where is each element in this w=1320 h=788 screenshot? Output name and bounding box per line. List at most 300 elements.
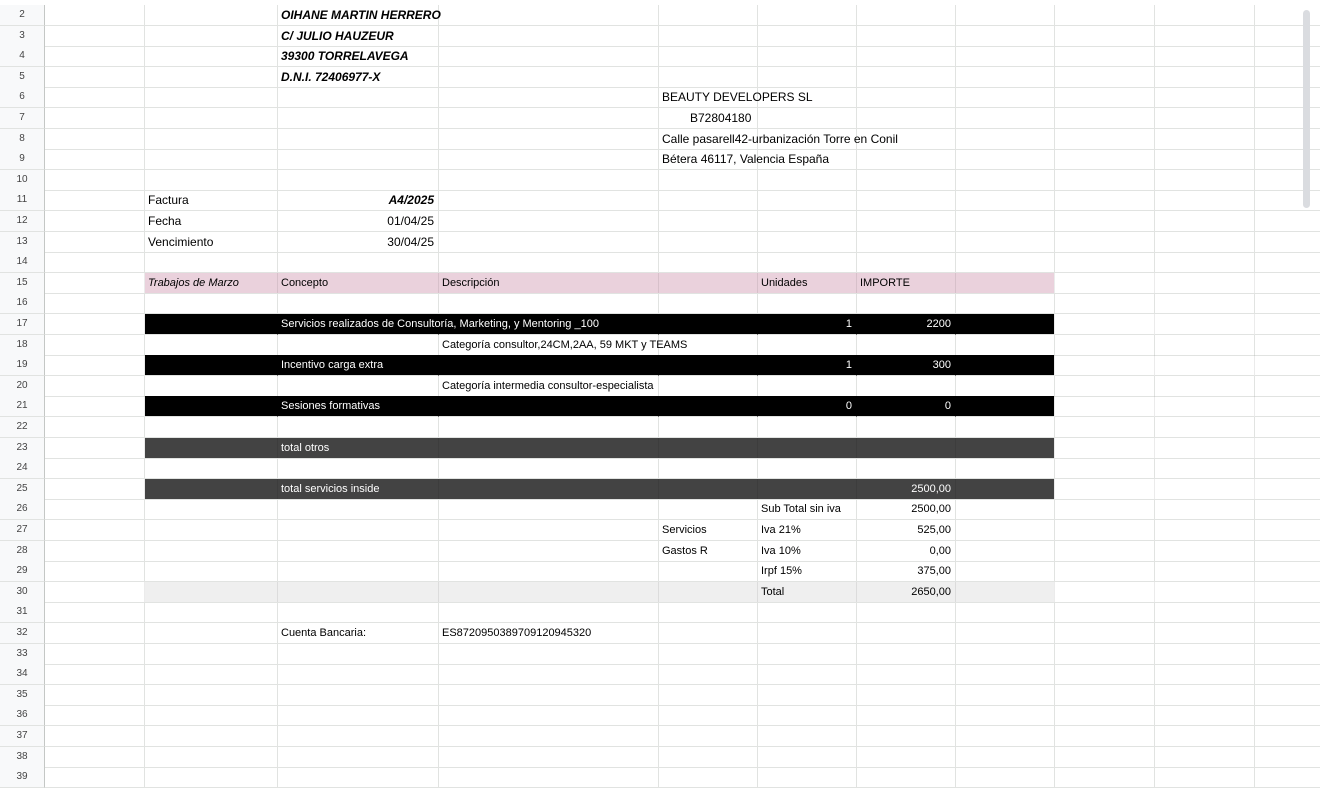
row-header[interactable]: 13 (0, 232, 45, 253)
grid-cell[interactable] (659, 623, 758, 644)
grid-cell[interactable] (145, 149, 278, 170)
row-header[interactable]: 20 (0, 376, 45, 397)
grid-cell[interactable] (145, 623, 278, 644)
grid-cell[interactable] (1055, 314, 1155, 335)
grid-cell[interactable] (145, 5, 278, 26)
grid-cell[interactable] (1255, 252, 1320, 273)
grid-cell[interactable] (857, 602, 956, 623)
grid-cell[interactable] (145, 499, 278, 520)
grid-cell[interactable] (439, 67, 659, 88)
grid-cell[interactable] (45, 293, 145, 314)
grid-cell[interactable] (758, 190, 857, 211)
grid-cell[interactable] (857, 726, 956, 747)
grid-cell[interactable] (1055, 335, 1155, 356)
grid-cell[interactable] (857, 67, 956, 88)
row-header[interactable]: 18 (0, 335, 45, 356)
grid-cell[interactable] (1255, 438, 1320, 459)
grid-cell[interactable] (758, 293, 857, 314)
grid-cell[interactable] (659, 417, 758, 438)
grid-cell[interactable] (857, 46, 956, 67)
grid-cell[interactable] (1055, 623, 1155, 644)
grid-cell[interactable] (1055, 582, 1155, 603)
grid-cell[interactable] (659, 582, 758, 603)
row-header[interactable]: 8 (0, 129, 45, 150)
grid-cell[interactable] (45, 170, 145, 191)
grid-cell[interactable] (956, 293, 1055, 314)
grid-cell[interactable] (659, 273, 758, 294)
grid-cell[interactable] (1055, 726, 1155, 747)
grid-cell[interactable] (1255, 602, 1320, 623)
grid-cell[interactable] (758, 438, 857, 459)
grid-cell[interactable] (956, 499, 1055, 520)
row-header[interactable]: 5 (0, 67, 45, 88)
grid-cell[interactable] (1055, 458, 1155, 479)
grid-cell[interactable] (659, 705, 758, 726)
grid-cell[interactable] (758, 211, 857, 232)
grid-cell[interactable] (1255, 46, 1320, 67)
grid-cell[interactable] (45, 520, 145, 541)
grid-cell[interactable] (1155, 561, 1255, 582)
grid-cell[interactable] (1155, 747, 1255, 768)
grid-cell[interactable] (278, 664, 439, 685)
grid-cell[interactable] (1155, 479, 1255, 500)
grid-cell[interactable] (857, 376, 956, 397)
row-header[interactable]: 7 (0, 108, 45, 129)
grid-cell[interactable] (439, 479, 659, 500)
grid-cell[interactable] (145, 129, 278, 150)
grid-cell[interactable] (956, 170, 1055, 191)
grid-cell[interactable] (758, 479, 857, 500)
grid-cell[interactable] (45, 602, 145, 623)
grid-cell[interactable] (278, 417, 439, 438)
grid-cell[interactable] (857, 664, 956, 685)
grid-cell[interactable] (439, 499, 659, 520)
grid-cell[interactable] (439, 396, 659, 417)
grid-cell[interactable] (659, 67, 758, 88)
grid-cell[interactable] (1155, 520, 1255, 541)
grid-cell[interactable] (1155, 190, 1255, 211)
grid-cell[interactable] (1155, 87, 1255, 108)
grid-cell[interactable] (45, 417, 145, 438)
grid-cell[interactable] (1155, 458, 1255, 479)
grid-cell[interactable] (45, 149, 145, 170)
grid-cell[interactable] (145, 685, 278, 706)
row-header[interactable]: 28 (0, 541, 45, 562)
grid-cell[interactable] (758, 726, 857, 747)
grid-cell[interactable] (1055, 541, 1155, 562)
grid-cell[interactable] (45, 335, 145, 356)
grid-cell[interactable] (1155, 335, 1255, 356)
grid-cell[interactable] (758, 335, 857, 356)
grid-cell[interactable] (439, 458, 659, 479)
grid-cell[interactable] (145, 582, 278, 603)
grid-cell[interactable] (1255, 520, 1320, 541)
grid-cell[interactable] (278, 705, 439, 726)
grid-cell[interactable] (1255, 561, 1320, 582)
grid-cell[interactable] (439, 417, 659, 438)
grid-cell[interactable] (758, 67, 857, 88)
grid-cell[interactable] (659, 458, 758, 479)
grid-cell[interactable] (45, 664, 145, 685)
grid-cell[interactable] (1155, 396, 1255, 417)
grid-cell[interactable] (1155, 541, 1255, 562)
grid-cell[interactable] (758, 644, 857, 665)
grid-cell[interactable] (659, 602, 758, 623)
grid-cell[interactable] (1155, 664, 1255, 685)
grid-cell[interactable] (45, 355, 145, 376)
grid-cell[interactable] (758, 252, 857, 273)
grid-cell[interactable] (659, 499, 758, 520)
grid-cell[interactable] (659, 211, 758, 232)
grid-cell[interactable] (659, 252, 758, 273)
grid-cell[interactable] (278, 129, 439, 150)
grid-cell[interactable] (1255, 5, 1320, 26)
grid-cell[interactable] (145, 252, 278, 273)
grid-cell[interactable] (956, 664, 1055, 685)
grid-cell[interactable] (1255, 767, 1320, 788)
grid-cell[interactable] (857, 293, 956, 314)
grid-cell[interactable] (1255, 170, 1320, 191)
grid-cell[interactable] (145, 87, 278, 108)
grid-cell[interactable] (439, 232, 659, 253)
grid-cell[interactable] (1055, 293, 1155, 314)
grid-cell[interactable] (45, 726, 145, 747)
grid-cell[interactable] (1155, 67, 1255, 88)
grid-cell[interactable] (659, 747, 758, 768)
grid-cell[interactable] (1255, 582, 1320, 603)
grid-cell[interactable] (956, 685, 1055, 706)
grid-cell[interactable] (857, 767, 956, 788)
grid-cell[interactable] (439, 252, 659, 273)
grid-cell[interactable] (857, 170, 956, 191)
grid-cell[interactable] (1055, 87, 1155, 108)
grid-cell[interactable] (857, 26, 956, 47)
grid-cell[interactable] (278, 582, 439, 603)
grid-cell[interactable] (758, 623, 857, 644)
grid-cell[interactable] (956, 108, 1055, 129)
grid-cell[interactable] (45, 541, 145, 562)
grid-cell[interactable] (1055, 520, 1155, 541)
grid-cell[interactable] (145, 108, 278, 129)
grid-cell[interactable] (439, 26, 659, 47)
grid-cell[interactable] (1055, 664, 1155, 685)
grid-cell[interactable] (1255, 67, 1320, 88)
grid-cell[interactable] (1155, 438, 1255, 459)
grid-cell[interactable] (439, 520, 659, 541)
row-header[interactable]: 21 (0, 396, 45, 417)
grid-cell[interactable] (659, 314, 758, 335)
row-header[interactable]: 6 (0, 87, 45, 108)
row-header[interactable]: 4 (0, 46, 45, 67)
grid-cell[interactable] (439, 541, 659, 562)
grid-cell[interactable] (1055, 26, 1155, 47)
grid-cell[interactable] (439, 685, 659, 706)
grid-cell[interactable] (45, 314, 145, 335)
grid-cell[interactable] (1255, 479, 1320, 500)
grid-cell[interactable] (956, 541, 1055, 562)
grid-cell[interactable] (145, 46, 278, 67)
row-header[interactable]: 29 (0, 561, 45, 582)
grid-cell[interactable] (659, 644, 758, 665)
grid-cell[interactable] (1155, 252, 1255, 273)
grid-cell[interactable] (758, 705, 857, 726)
row-header[interactable]: 33 (0, 644, 45, 665)
row-header[interactable]: 35 (0, 685, 45, 706)
row-header[interactable]: 2 (0, 5, 45, 26)
grid-cell[interactable] (278, 149, 439, 170)
grid-cell[interactable] (145, 314, 278, 335)
grid-cell[interactable] (439, 87, 659, 108)
grid-cell[interactable] (1255, 190, 1320, 211)
grid-cell[interactable] (758, 376, 857, 397)
grid-cell[interactable] (439, 664, 659, 685)
grid-cell[interactable] (1055, 376, 1155, 397)
grid-cell[interactable] (1055, 499, 1155, 520)
grid-cell[interactable] (1155, 417, 1255, 438)
grid-cell[interactable] (758, 767, 857, 788)
grid-cell[interactable] (278, 252, 439, 273)
grid-cell[interactable] (1055, 5, 1155, 26)
grid-cell[interactable] (758, 685, 857, 706)
grid-cell[interactable] (956, 46, 1055, 67)
grid-cell[interactable] (659, 685, 758, 706)
grid-cell[interactable] (758, 232, 857, 253)
grid-cell[interactable] (956, 623, 1055, 644)
grid-cell[interactable] (1255, 376, 1320, 397)
grid-cell[interactable] (145, 520, 278, 541)
grid-cell[interactable] (439, 170, 659, 191)
grid-cell[interactable] (956, 149, 1055, 170)
grid-cell[interactable] (1255, 623, 1320, 644)
grid-cell[interactable] (1255, 87, 1320, 108)
grid-cell[interactable] (439, 726, 659, 747)
grid-cell[interactable] (758, 747, 857, 768)
grid-cell[interactable] (278, 602, 439, 623)
grid-cell[interactable] (659, 46, 758, 67)
grid-cell[interactable] (1155, 623, 1255, 644)
grid-cell[interactable] (278, 747, 439, 768)
grid-cell[interactable] (1255, 458, 1320, 479)
grid-cell[interactable] (659, 561, 758, 582)
grid-cell[interactable] (278, 87, 439, 108)
grid-cell[interactable] (1055, 355, 1155, 376)
grid-cell[interactable] (1255, 314, 1320, 335)
grid-cell[interactable] (758, 458, 857, 479)
grid-cell[interactable] (956, 129, 1055, 150)
grid-cell[interactable] (956, 582, 1055, 603)
grid-cell[interactable] (956, 335, 1055, 356)
grid-cell[interactable] (1155, 685, 1255, 706)
grid-cell[interactable] (439, 561, 659, 582)
grid-cell[interactable] (439, 190, 659, 211)
grid-cell[interactable] (956, 767, 1055, 788)
grid-cell[interactable] (857, 623, 956, 644)
grid-cell[interactable] (956, 438, 1055, 459)
grid-cell[interactable] (758, 5, 857, 26)
grid-cell[interactable] (45, 252, 145, 273)
grid-cell[interactable] (1155, 644, 1255, 665)
grid-cell[interactable] (278, 726, 439, 747)
grid-cell[interactable] (439, 582, 659, 603)
grid-cell[interactable] (1155, 314, 1255, 335)
grid-cell[interactable] (1255, 664, 1320, 685)
row-header[interactable]: 39 (0, 767, 45, 788)
grid-cell[interactable] (278, 685, 439, 706)
grid-cell[interactable] (1255, 726, 1320, 747)
grid-cell[interactable] (145, 417, 278, 438)
grid-cell[interactable] (145, 561, 278, 582)
grid-cell[interactable] (278, 520, 439, 541)
grid-cell[interactable] (145, 602, 278, 623)
row-header[interactable]: 26 (0, 499, 45, 520)
grid-cell[interactable] (1055, 644, 1155, 665)
grid-cell[interactable] (1155, 46, 1255, 67)
grid-cell[interactable] (956, 87, 1055, 108)
grid-cell[interactable] (1255, 541, 1320, 562)
grid-cell[interactable] (1255, 355, 1320, 376)
grid-cell[interactable] (956, 232, 1055, 253)
grid-cell[interactable] (956, 314, 1055, 335)
grid-cell[interactable] (758, 26, 857, 47)
grid-cell[interactable] (145, 747, 278, 768)
grid-cell[interactable] (956, 355, 1055, 376)
grid-cell[interactable] (1155, 211, 1255, 232)
grid-cell[interactable] (1055, 252, 1155, 273)
grid-cell[interactable] (278, 108, 439, 129)
grid-cell[interactable] (1155, 26, 1255, 47)
grid-cell[interactable] (956, 190, 1055, 211)
grid-cell[interactable] (956, 26, 1055, 47)
grid-cell[interactable] (145, 644, 278, 665)
grid-cell[interactable] (956, 479, 1055, 500)
grid-cell[interactable] (659, 293, 758, 314)
grid-cell[interactable] (439, 747, 659, 768)
grid-cell[interactable] (857, 190, 956, 211)
grid-cell[interactable] (45, 499, 145, 520)
grid-cell[interactable] (45, 705, 145, 726)
grid-cell[interactable] (1255, 747, 1320, 768)
grid-cell[interactable] (659, 26, 758, 47)
grid-cell[interactable] (45, 561, 145, 582)
grid-cell[interactable] (1055, 211, 1155, 232)
grid-cell[interactable] (278, 541, 439, 562)
grid-cell[interactable] (956, 644, 1055, 665)
grid-cell[interactable] (145, 705, 278, 726)
row-header[interactable]: 23 (0, 438, 45, 459)
row-header[interactable]: 27 (0, 520, 45, 541)
grid-cell[interactable] (1055, 705, 1155, 726)
grid-cell[interactable] (857, 747, 956, 768)
row-header[interactable]: 12 (0, 211, 45, 232)
grid-cell[interactable] (857, 458, 956, 479)
grid-cell[interactable] (1155, 129, 1255, 150)
grid-cell[interactable] (1155, 273, 1255, 294)
grid-cell[interactable] (956, 252, 1055, 273)
grid-cell[interactable] (1055, 767, 1155, 788)
row-header[interactable]: 17 (0, 314, 45, 335)
grid-cell[interactable] (659, 355, 758, 376)
row-header[interactable]: 19 (0, 355, 45, 376)
grid-cell[interactable] (278, 561, 439, 582)
grid-cell[interactable] (659, 438, 758, 459)
row-header[interactable]: 3 (0, 26, 45, 47)
row-header[interactable]: 30 (0, 582, 45, 603)
row-header[interactable]: 9 (0, 149, 45, 170)
grid-cell[interactable] (1255, 499, 1320, 520)
grid-cell[interactable] (45, 211, 145, 232)
grid-cell[interactable] (857, 705, 956, 726)
grid-cell[interactable] (1155, 149, 1255, 170)
grid-cell[interactable] (439, 438, 659, 459)
grid-cell[interactable] (1155, 705, 1255, 726)
grid-cell[interactable] (1255, 232, 1320, 253)
grid-cell[interactable] (439, 602, 659, 623)
grid-cell[interactable] (1155, 726, 1255, 747)
grid-cell[interactable] (45, 644, 145, 665)
grid-cell[interactable] (1255, 293, 1320, 314)
grid-cell[interactable] (1255, 108, 1320, 129)
grid-cell[interactable] (956, 747, 1055, 768)
grid-cell[interactable] (956, 602, 1055, 623)
vertical-scrollbar[interactable] (1303, 10, 1310, 208)
grid-cell[interactable] (659, 479, 758, 500)
grid-cell[interactable] (45, 479, 145, 500)
grid-cell[interactable] (439, 644, 659, 665)
grid-cell[interactable] (1055, 417, 1155, 438)
row-header[interactable]: 24 (0, 458, 45, 479)
grid-cell[interactable] (1255, 129, 1320, 150)
grid-cell[interactable] (1055, 149, 1155, 170)
grid-cell[interactable] (439, 293, 659, 314)
grid-cell[interactable] (659, 767, 758, 788)
row-header[interactable]: 34 (0, 664, 45, 685)
grid-cell[interactable] (1255, 26, 1320, 47)
grid-cell[interactable] (45, 458, 145, 479)
grid-cell[interactable] (857, 149, 956, 170)
grid-cell[interactable] (278, 767, 439, 788)
grid-cell[interactable] (956, 211, 1055, 232)
grid-cell[interactable] (1055, 602, 1155, 623)
grid-cell[interactable] (439, 5, 659, 26)
grid-cell[interactable] (659, 170, 758, 191)
grid-cell[interactable] (1155, 582, 1255, 603)
grid-cell[interactable] (758, 108, 857, 129)
grid-cell[interactable] (439, 355, 659, 376)
grid-cell[interactable] (659, 232, 758, 253)
grid-cell[interactable] (1055, 747, 1155, 768)
grid-cell[interactable] (145, 541, 278, 562)
grid-cell[interactable] (1255, 149, 1320, 170)
grid-cell[interactable] (45, 190, 145, 211)
grid-cell[interactable] (1055, 46, 1155, 67)
row-header[interactable]: 31 (0, 602, 45, 623)
grid-cell[interactable] (1055, 232, 1155, 253)
grid-cell[interactable] (439, 767, 659, 788)
grid-cell[interactable] (45, 747, 145, 768)
row-header[interactable]: 10 (0, 170, 45, 191)
grid-cell[interactable] (1155, 499, 1255, 520)
grid-cell[interactable] (45, 376, 145, 397)
grid-cell[interactable] (145, 293, 278, 314)
row-header[interactable]: 14 (0, 252, 45, 273)
grid-cell[interactable] (1055, 438, 1155, 459)
grid-cell[interactable] (439, 149, 659, 170)
grid-cell[interactable] (45, 129, 145, 150)
row-header[interactable]: 15 (0, 273, 45, 294)
grid-cell[interactable] (956, 273, 1055, 294)
grid-cell[interactable] (145, 376, 278, 397)
grid-cell[interactable] (278, 335, 439, 356)
